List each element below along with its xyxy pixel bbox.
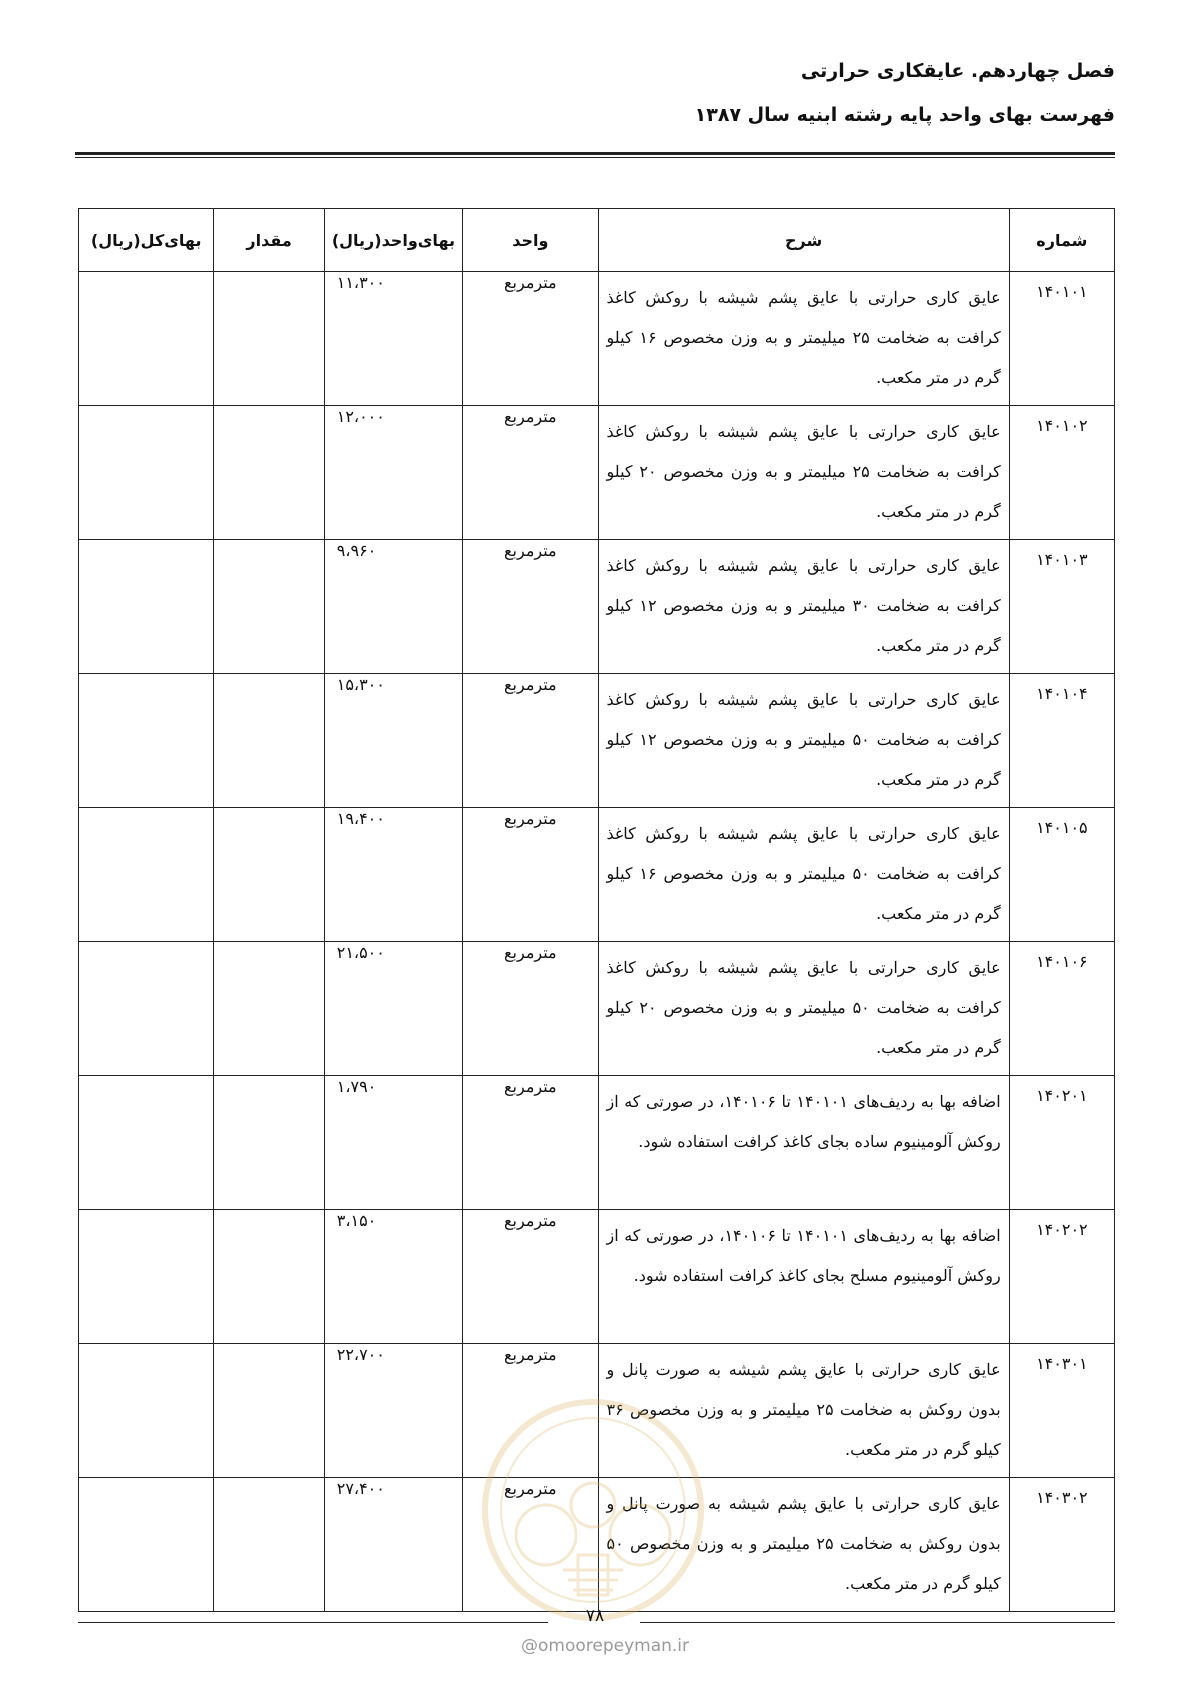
- item-unit: مترمربع: [463, 1210, 598, 1344]
- website-watermark: @omoorepeyman.ir: [520, 1636, 690, 1656]
- column-header-description: شرح: [598, 209, 1009, 272]
- item-unit-price: ۱۵،۳۰۰: [324, 674, 462, 808]
- item-code: ۱۴۰۱۰۵: [1009, 808, 1114, 942]
- item-code: ۱۴۰۱۰۱: [1009, 272, 1114, 406]
- footer-divider-left: [78, 1622, 548, 1623]
- page-number: ۷۸: [585, 1606, 605, 1626]
- item-quantity: [214, 1344, 324, 1478]
- price-list-subtitle: فهرست بهای واحد پایه رشته ابنیه سال ۱۳۸۷: [694, 104, 1115, 126]
- table-row: [79, 272, 1115, 406]
- item-description: عایق کاری حرارتی با عایق پشم شیشه به صورت پانل و بدون روکش به ضخامت ۲۵ میلیمتر و به وزن مخصوص ۵۰ کیلو گرم در متر مکعب.: [598, 1478, 1009, 1612]
- item-quantity: [214, 1076, 324, 1210]
- item-total-price: [79, 1344, 214, 1478]
- item-quantity: [214, 942, 324, 1076]
- item-unit: مترمربع: [463, 406, 598, 540]
- item-code: ۱۴۰۲۰۲: [1009, 1210, 1114, 1344]
- item-total-price: [79, 1210, 214, 1344]
- item-total-price: [79, 1076, 214, 1210]
- column-header-unit: واحد: [463, 209, 598, 272]
- item-unit: مترمربع: [463, 808, 598, 942]
- item-total-price: [79, 1478, 214, 1612]
- item-unit-price: ۲۲،۷۰۰: [324, 1344, 462, 1478]
- footer-divider-right: [640, 1622, 1115, 1623]
- item-quantity: [214, 1210, 324, 1344]
- item-quantity: [214, 1478, 324, 1612]
- column-header-total-price: بهای‌کل(ریال): [79, 209, 214, 272]
- item-unit: مترمربع: [463, 942, 598, 1076]
- item-code: ۱۴۰۱۰۳: [1009, 540, 1114, 674]
- chapter-title: فصل چهاردهم. عایقکاری حرارتی: [800, 60, 1115, 82]
- item-quantity: [214, 272, 324, 406]
- page-header: [75, 60, 1115, 126]
- item-unit-price: ۲۷،۴۰۰: [324, 1478, 462, 1612]
- table-row: [79, 1478, 1115, 1612]
- table-row: [79, 1210, 1115, 1344]
- table-row: [79, 808, 1115, 942]
- item-unit-price: ۱،۷۹۰: [324, 1076, 462, 1210]
- column-header-code: شماره: [1009, 209, 1114, 272]
- item-description: اضافه بها به ردیف‌های ۱۴۰۱۰۱ تا ۱۴۰۱۰۶، در صورتی که از روکش آلومینیوم ساده بجای کاغذ کرافت استفاده شود.: [598, 1076, 1009, 1210]
- column-header-unit-price: بهای‌واحد(ریال): [324, 209, 462, 272]
- item-quantity: [214, 406, 324, 540]
- item-description: عایق کاری حرارتی با عایق پشم شیشه با روکش کاغذ کرافت به ضخامت ۵۰ میلیمتر و به وزن مخصوص ۲۰ کیلو گرم در متر مکعب.: [598, 942, 1009, 1076]
- item-quantity: [214, 808, 324, 942]
- item-unit-price: ۳،۱۵۰: [324, 1210, 462, 1344]
- item-description: عایق کاری حرارتی با عایق پشم شیشه با روکش کاغذ کرافت به ضخامت ۵۰ میلیمتر و به وزن مخصوص ۱۶ کیلو گرم در متر مکعب.: [598, 808, 1009, 942]
- table-row: [79, 1076, 1115, 1210]
- table-row: [79, 942, 1115, 1076]
- item-code: ۱۴۰۳۰۲: [1009, 1478, 1114, 1612]
- table-row: [79, 406, 1115, 540]
- item-total-price: [79, 808, 214, 942]
- header-divider-thin: [75, 157, 1115, 158]
- item-description: عایق کاری حرارتی با عایق پشم شیشه با روکش کاغذ کرافت به ضخامت ۲۵ میلیمتر و به وزن مخصوص ۱۶ کیلو گرم در متر مکعب.: [598, 272, 1009, 406]
- item-code: ۱۴۰۱۰۴: [1009, 674, 1114, 808]
- item-unit-price: ۱۱،۳۰۰: [324, 272, 462, 406]
- item-quantity: [214, 540, 324, 674]
- item-description: عایق کاری حرارتی با عایق پشم شیشه به صورت پانل و بدون روکش به ضخامت ۲۵ میلیمتر و به وزن مخصوص ۳۶ کیلو گرم در متر مکعب.: [598, 1344, 1009, 1478]
- item-total-price: [79, 272, 214, 406]
- column-header-quantity: مقدار: [214, 209, 324, 272]
- item-unit: مترمربع: [463, 1344, 598, 1478]
- item-total-price: [79, 406, 214, 540]
- table-header-row: [79, 209, 1115, 272]
- item-description: عایق کاری حرارتی با عایق پشم شیشه با روکش کاغذ کرافت به ضخامت ۵۰ میلیمتر و به وزن مخصوص ۱۲ کیلو گرم در متر مکعب.: [598, 674, 1009, 808]
- item-code: ۱۴۰۲۰۱: [1009, 1076, 1114, 1210]
- item-total-price: [79, 942, 214, 1076]
- table-row: [79, 674, 1115, 808]
- item-unit-price: ۲۱،۵۰۰: [324, 942, 462, 1076]
- table-row: [79, 540, 1115, 674]
- item-total-price: [79, 540, 214, 674]
- item-code: ۱۴۰۱۰۶: [1009, 942, 1114, 1076]
- item-unit: مترمربع: [463, 1076, 598, 1210]
- item-code: ۱۴۰۱۰۲: [1009, 406, 1114, 540]
- item-quantity: [214, 674, 324, 808]
- item-unit: مترمربع: [463, 540, 598, 674]
- price-table: [78, 208, 1115, 1612]
- item-code: ۱۴۰۳۰۱: [1009, 1344, 1114, 1478]
- item-description: عایق کاری حرارتی با عایق پشم شیشه با روکش کاغذ کرافت به ضخامت ۲۵ میلیمتر و به وزن مخصوص ۲۰ کیلو گرم در متر مکعب.: [598, 406, 1009, 540]
- item-unit-price: ۹،۹۶۰: [324, 540, 462, 674]
- item-unit-price: ۱۹،۴۰۰: [324, 808, 462, 942]
- item-unit: مترمربع: [463, 272, 598, 406]
- item-unit: مترمربع: [463, 1478, 598, 1612]
- item-unit: مترمربع: [463, 674, 598, 808]
- item-total-price: [79, 674, 214, 808]
- table-row: [79, 1344, 1115, 1478]
- item-unit-price: ۱۲،۰۰۰: [324, 406, 462, 540]
- header-divider-thick: [75, 152, 1115, 155]
- item-description: عایق کاری حرارتی با عایق پشم شیشه با روکش کاغذ کرافت به ضخامت ۳۰ میلیمتر و به وزن مخصوص ۱۲ کیلو گرم در متر مکعب.: [598, 540, 1009, 674]
- item-description: اضافه بها به ردیف‌های ۱۴۰۱۰۱ تا ۱۴۰۱۰۶، در صورتی که از روکش آلومینیوم مسلح بجای کاغذ کرافت استفاده شود.: [598, 1210, 1009, 1344]
